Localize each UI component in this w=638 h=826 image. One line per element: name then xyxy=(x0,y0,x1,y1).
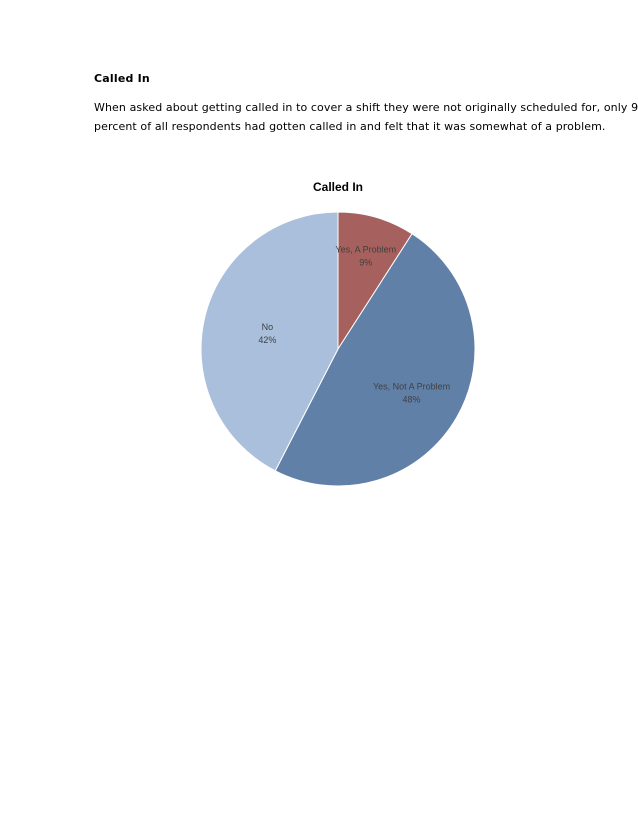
paragraph-line-1: When asked about getting called in to cover a shift they were not originally scheduled for, only 9 xyxy=(94,101,638,114)
slice-category-label: Yes, A Problem xyxy=(335,244,397,255)
slice-percent-label: 48% xyxy=(402,394,421,405)
chart-title: Called In xyxy=(312,180,364,194)
slice-percent-label: 9% xyxy=(359,257,373,268)
slice-percent-label: 42% xyxy=(258,334,277,345)
section-heading: Called In xyxy=(94,72,150,85)
paragraph-line-2: percent of all respondents had gotten called in and felt that it was somewhat of a problem. xyxy=(94,120,606,133)
slice-category-label: No xyxy=(261,321,274,332)
slice-category-label: Yes, Not A Problem xyxy=(372,381,451,392)
